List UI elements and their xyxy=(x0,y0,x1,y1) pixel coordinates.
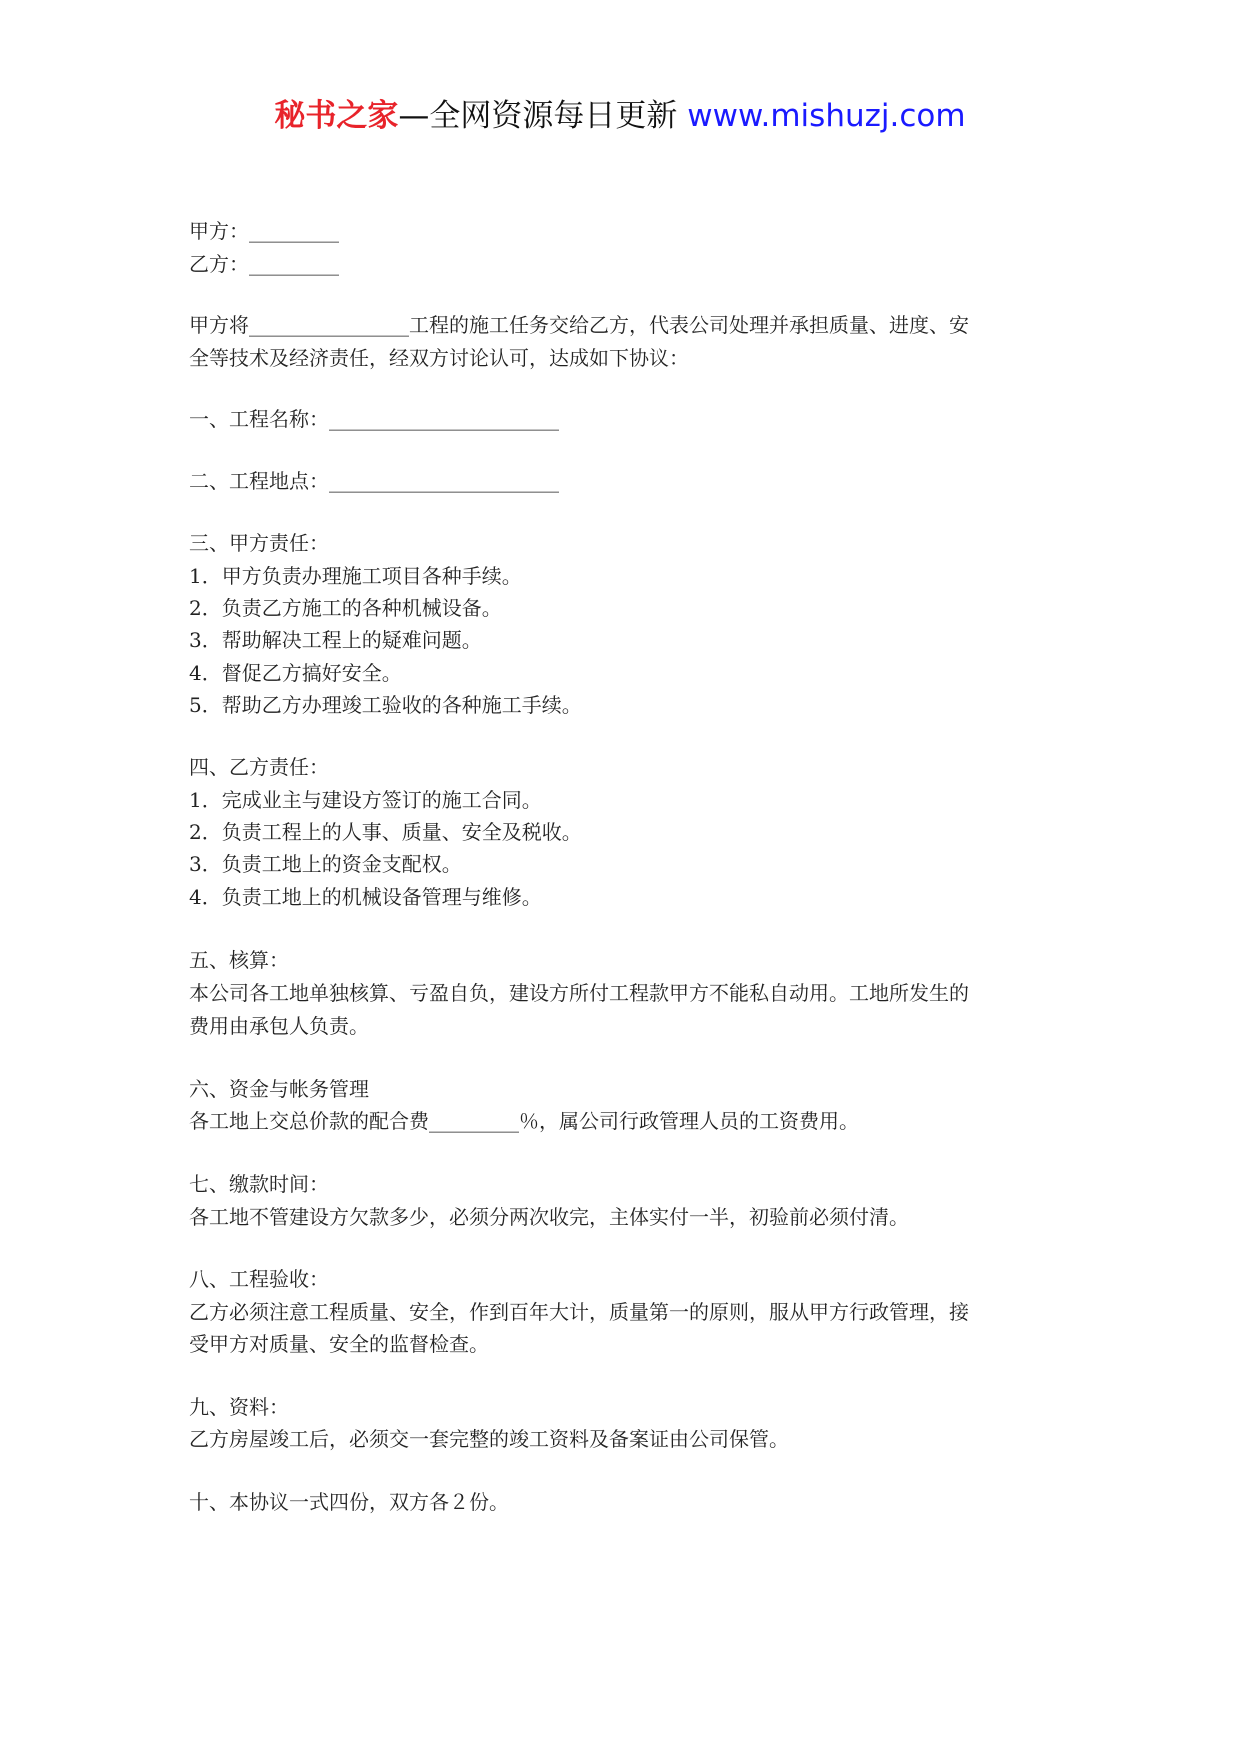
clause-10: 十、本协议一式四份，双方各２份。 xyxy=(189,1490,509,1514)
party-a-line: 甲方：_________ xyxy=(189,219,339,243)
list-item: 4．负责工地上的机械设备管理与维修。 xyxy=(189,885,542,909)
intro-paragraph-line-2: 全等技术及经济责任，经双方讨论认可，达成如下协议： xyxy=(189,346,689,370)
clause-9-body: 乙方房屋竣工后，必须交一套完整的竣工资料及备案证由公司保管。 xyxy=(189,1427,789,1451)
clause-7-body: 各工地不管建设方欠款多少，必须分两次收完，主体实付一半，初验前必须付清。 xyxy=(189,1205,909,1229)
clause-6-body: 各工地上交总价款的配合费_________％，属公司行政管理人员的工资费用。 xyxy=(189,1109,859,1133)
list-item: 3．负责工地上的资金支配权。 xyxy=(189,852,462,876)
list-item: 4．督促乙方搞好安全。 xyxy=(189,661,402,685)
clause-4-heading: 四、乙方责任： xyxy=(189,755,329,779)
intro-paragraph-line-1: 甲方将________________工程的施工任务交给乙方，代表公司处理并承担质量、进度、安 xyxy=(189,313,969,337)
party-b-line: 乙方：_________ xyxy=(189,252,339,276)
clause-8-body-line-2: 受甲方对质量、安全的监督检查。 xyxy=(189,1332,489,1356)
clause-9-heading: 九、资料： xyxy=(189,1395,289,1419)
clause-2-project-location: 二、工程地点：_______________________ xyxy=(189,469,559,493)
site-url-link[interactable]: www.mishuzj.com xyxy=(687,98,966,134)
clause-7-heading: 七、缴款时间： xyxy=(189,1172,329,1196)
list-item: 2．负责乙方施工的各种机械设备。 xyxy=(189,596,502,620)
brand-name: 秘书之家 xyxy=(274,98,399,134)
list-item: 2．负责工程上的人事、质量、安全及税收。 xyxy=(189,820,582,844)
clause-5-body-line-1: 本公司各工地单独核算、亏盈自负，建设方所付工程款甲方不能私自动用。工地所发生的 xyxy=(189,981,969,1005)
list-item: 1．甲方负责办理施工项目各种手续。 xyxy=(189,564,522,588)
clause-5-heading: 五、核算： xyxy=(189,948,289,972)
clause-1-project-name: 一、工程名称：_______________________ xyxy=(189,407,559,431)
header-tagline: —全网资源每日更新 xyxy=(398,98,688,134)
clause-5-body-line-2: 费用由承包人负责。 xyxy=(189,1014,369,1038)
clause-8-body-line-1: 乙方必须注意工程质量、安全，作到百年大计，质量第一的原则，服从甲方行政管理，接 xyxy=(189,1300,969,1324)
list-item: 3．帮助解决工程上的疑难问题。 xyxy=(189,628,482,652)
list-item: 5．帮助乙方办理竣工验收的各种施工手续。 xyxy=(189,693,582,717)
site-header xyxy=(0,96,1240,136)
clause-3-heading: 三、甲方责任： xyxy=(189,531,329,555)
list-item: 1．完成业主与建设方签订的施工合同。 xyxy=(189,788,542,812)
clause-6-heading: 六、资金与帐务管理 xyxy=(189,1077,369,1101)
clause-8-heading: 八、工程验收： xyxy=(189,1267,329,1291)
